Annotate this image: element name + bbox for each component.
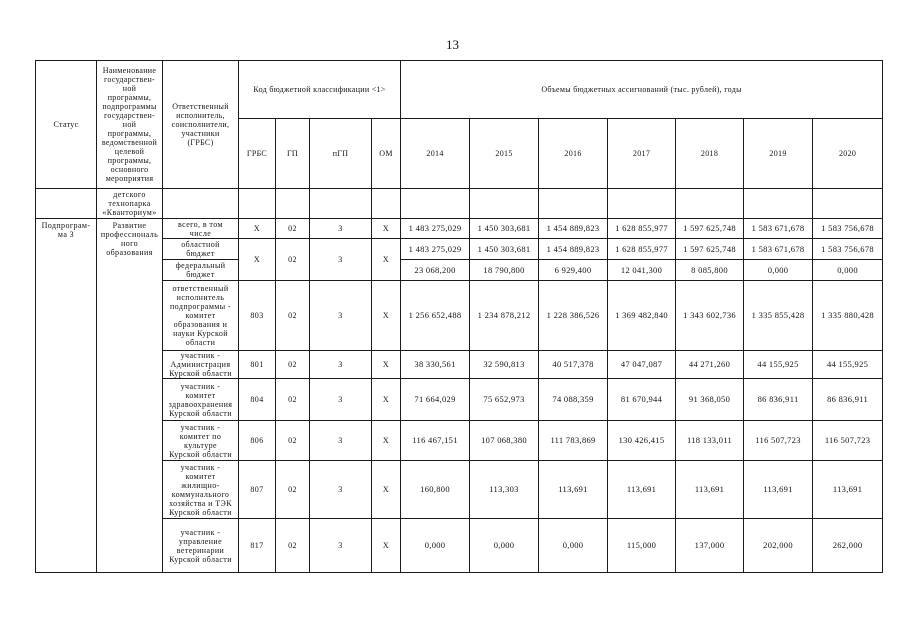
gp-cell: 02 <box>276 281 310 351</box>
value-cell: 262,000 <box>813 519 883 573</box>
empty-cell <box>163 189 239 219</box>
table-row <box>36 421 883 461</box>
responsible-cell: участник - Администрация Курской области <box>163 351 239 379</box>
empty-cell <box>310 189 372 219</box>
year-header: 2014 <box>401 119 470 189</box>
gp-cell: 02 <box>276 219 310 239</box>
om-cell: X <box>372 421 401 461</box>
grbs-cell: 803 <box>239 281 276 351</box>
value-cell: 8 085,800 <box>676 260 744 281</box>
empty-cell <box>813 189 883 219</box>
value-cell: 86 836,911 <box>744 379 813 421</box>
grbs-cell: 801 <box>239 351 276 379</box>
responsible-cell: областной бюджет <box>163 239 239 260</box>
year-header: 2015 <box>470 119 539 189</box>
pgp-header: пГП <box>310 119 372 189</box>
value-cell: 1 454 889,823 <box>539 239 608 260</box>
pgp-cell: 3 <box>310 351 372 379</box>
value-cell: 1 256 652,488 <box>401 281 470 351</box>
value-cell: 1 369 482,840 <box>608 281 676 351</box>
value-cell: 116 507,723 <box>744 421 813 461</box>
value-cell: 86 836,911 <box>813 379 883 421</box>
value-cell: 32 590,813 <box>470 351 539 379</box>
page-number: 13 <box>446 37 459 52</box>
year-header: 2017 <box>608 119 676 189</box>
pgp-cell: 3 <box>310 281 372 351</box>
empty-cell <box>239 189 276 219</box>
table-row <box>36 189 883 219</box>
empty-cell <box>36 189 97 219</box>
responsible-cell: участник - комитет здравоохранения Курской области <box>163 379 239 421</box>
value-cell: 1 628 855,977 <box>608 219 676 239</box>
value-cell: 1 483 275,029 <box>401 219 470 239</box>
om-cell: X <box>372 519 401 573</box>
value-cell: 40 517,378 <box>539 351 608 379</box>
value-cell: 1 583 756,678 <box>813 219 883 239</box>
allocations-header: Объемы бюджетных ассигнований (тыс. рублей), годы <box>401 61 883 119</box>
table-row <box>36 219 883 239</box>
year-header: 2020 <box>813 119 883 189</box>
value-cell: 44 155,925 <box>813 351 883 379</box>
table-row <box>36 351 883 379</box>
om-cell: X <box>372 461 401 519</box>
value-cell: 137,000 <box>676 519 744 573</box>
grbs-cell: 806 <box>239 421 276 461</box>
year-header: 2019 <box>744 119 813 189</box>
responsible-header: Ответственный исполнитель, соисполнители, участники (ГРБС) <box>163 61 239 189</box>
status-header: Статус <box>36 61 97 189</box>
value-cell: 113,691 <box>813 461 883 519</box>
empty-cell <box>744 189 813 219</box>
value-cell: 47 047,087 <box>608 351 676 379</box>
pgp-cell: 3 <box>310 461 372 519</box>
grbs-cell: 817 <box>239 519 276 573</box>
responsible-cell: ответственный исполнитель подпрограммы - комитет образования и науки Курской области <box>163 281 239 351</box>
value-cell: 44 271,260 <box>676 351 744 379</box>
value-cell: 1 454 889,823 <box>539 219 608 239</box>
empty-cell <box>470 189 539 219</box>
value-cell: 71 664,029 <box>401 379 470 421</box>
om-cell: X <box>372 281 401 351</box>
table-row <box>36 260 883 281</box>
value-cell: 113,691 <box>608 461 676 519</box>
value-cell: 1 483 275,029 <box>401 239 470 260</box>
value-cell: 118 133,011 <box>676 421 744 461</box>
value-cell: 91 368,050 <box>676 379 744 421</box>
grbs-header: ГРБС <box>239 119 276 189</box>
status-cell: Подпрограм- ма 3 <box>36 219 97 573</box>
value-cell: 81 670,944 <box>608 379 676 421</box>
grbs-cell: X <box>239 239 276 281</box>
value-cell: 116 467,151 <box>401 421 470 461</box>
value-cell: 113,303 <box>470 461 539 519</box>
value-cell: 1 583 671,678 <box>744 239 813 260</box>
table-row <box>36 281 883 351</box>
value-cell: 18 790,800 <box>470 260 539 281</box>
value-cell: 107 068,380 <box>470 421 539 461</box>
gp-cell: 02 <box>276 461 310 519</box>
value-cell: 23 068,200 <box>401 260 470 281</box>
value-cell: 116 507,723 <box>813 421 883 461</box>
value-cell: 113,691 <box>744 461 813 519</box>
year-header: 2018 <box>676 119 744 189</box>
value-cell: 38 330,561 <box>401 351 470 379</box>
value-cell: 0,000 <box>539 519 608 573</box>
value-cell: 1 228 386,526 <box>539 281 608 351</box>
grbs-cell: 804 <box>239 379 276 421</box>
table-row <box>36 519 883 573</box>
value-cell: 0,000 <box>744 260 813 281</box>
value-cell: 44 155,925 <box>744 351 813 379</box>
responsible-cell: участник - комитет по культуре Курской области <box>163 421 239 461</box>
value-cell: 0,000 <box>401 519 470 573</box>
value-cell: 1 597 625,748 <box>676 219 744 239</box>
value-cell: 0,000 <box>813 260 883 281</box>
program-name-header: Наименование государствен- ной программы, подпрограммы государствен- ной программы, ведомственной целевой программы, основного мероприятия <box>97 61 163 189</box>
value-cell: 1 335 855,428 <box>744 281 813 351</box>
value-cell: 115,000 <box>608 519 676 573</box>
program-name-cell: детского технопарка «Кванториум» <box>97 189 163 219</box>
empty-cell <box>608 189 676 219</box>
pgp-cell: 3 <box>310 239 372 281</box>
gp-cell: 02 <box>276 239 310 281</box>
table-row <box>36 239 883 260</box>
pgp-cell: 3 <box>310 421 372 461</box>
om-header: ОМ <box>372 119 401 189</box>
empty-cell <box>401 189 470 219</box>
value-cell: 1 583 756,678 <box>813 239 883 260</box>
value-cell: 113,691 <box>539 461 608 519</box>
value-cell: 74 088,359 <box>539 379 608 421</box>
gp-cell: 02 <box>276 379 310 421</box>
responsible-cell: участник - управление ветеринарии Курской области <box>163 519 239 573</box>
value-cell: 160,800 <box>401 461 470 519</box>
value-cell: 6 929,400 <box>539 260 608 281</box>
grbs-cell: X <box>239 219 276 239</box>
value-cell: 12 041,300 <box>608 260 676 281</box>
program-name-cell: Развитие профессиональ ного образования <box>97 219 163 573</box>
responsible-cell: всего, в том числе <box>163 219 239 239</box>
value-cell: 1 343 602,736 <box>676 281 744 351</box>
value-cell: 130 426,415 <box>608 421 676 461</box>
value-cell: 1 597 625,748 <box>676 239 744 260</box>
value-cell: 111 783,869 <box>539 421 608 461</box>
table-row <box>36 379 883 421</box>
gp-cell: 02 <box>276 351 310 379</box>
empty-cell <box>372 189 401 219</box>
value-cell: 1 583 671,678 <box>744 219 813 239</box>
year-header: 2016 <box>539 119 608 189</box>
value-cell: 1 335 880,428 <box>813 281 883 351</box>
value-cell: 75 652,973 <box>470 379 539 421</box>
gp-cell: 02 <box>276 519 310 573</box>
empty-cell <box>539 189 608 219</box>
budget-allocation-table <box>35 60 883 573</box>
gp-cell: 02 <box>276 421 310 461</box>
value-cell: 1 234 878,212 <box>470 281 539 351</box>
om-cell: X <box>372 351 401 379</box>
table-row <box>36 461 883 519</box>
om-cell: X <box>372 239 401 281</box>
value-cell: 113,691 <box>676 461 744 519</box>
om-cell: X <box>372 379 401 421</box>
grbs-cell: 807 <box>239 461 276 519</box>
empty-cell <box>676 189 744 219</box>
header-row <box>36 61 883 119</box>
pgp-cell: 3 <box>310 519 372 573</box>
value-cell: 1 628 855,977 <box>608 239 676 260</box>
value-cell: 1 450 303,681 <box>470 219 539 239</box>
pgp-cell: 3 <box>310 219 372 239</box>
empty-cell <box>276 189 310 219</box>
pgp-cell: 3 <box>310 379 372 421</box>
value-cell: 202,000 <box>744 519 813 573</box>
responsible-cell: участник - комитет жилищно- коммунального хозяйства и ТЭК Курской области <box>163 461 239 519</box>
value-cell: 0,000 <box>470 519 539 573</box>
budget-code-header: Код бюджетной классификации <1> <box>239 61 401 119</box>
gp-header: ГП <box>276 119 310 189</box>
responsible-cell: федеральный бюджет <box>163 260 239 281</box>
value-cell: 1 450 303,681 <box>470 239 539 260</box>
om-cell: X <box>372 219 401 239</box>
